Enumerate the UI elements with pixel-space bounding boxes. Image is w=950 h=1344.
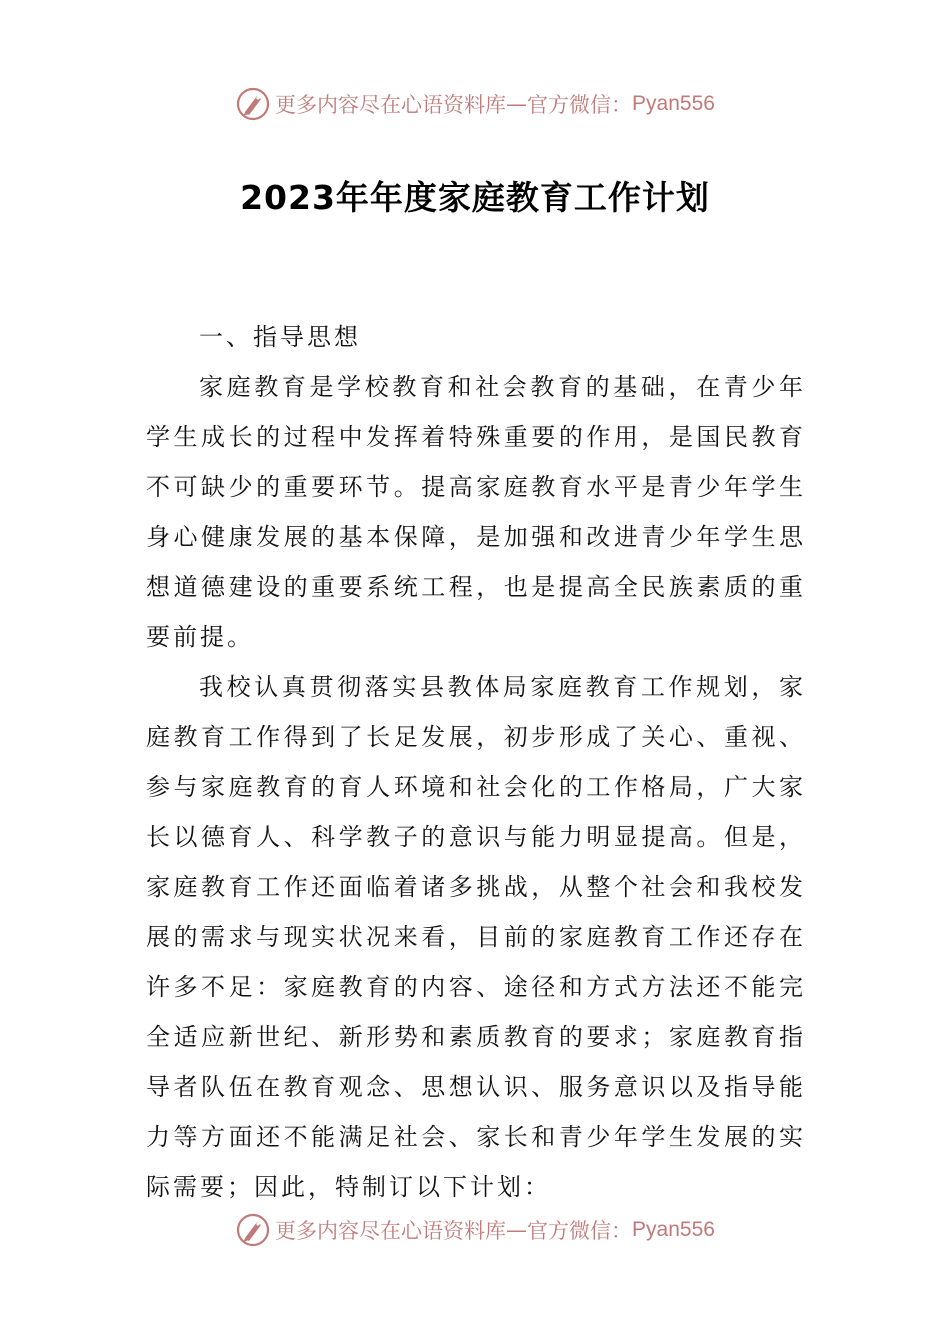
watermark-official-label: 官方微信：: [527, 1219, 633, 1243]
watermark-official-label: 官方微信：: [527, 93, 633, 117]
paragraph-1: 家庭教育是学校教育和社会教育的基础，在青少年学生成长的过程中发挥着特殊重要的作用，是国民教育不可缺少的重要环节。提高家庭教育水平是青少年学生身心健康发展的基本保障，是加强和改进青少年学生思想道德建设的重要系统工程，也是提高全民族素质的重要前提。: [146, 373, 806, 651]
document-body: [146, 312, 806, 1212]
pen-nib-seal-icon: [235, 86, 271, 122]
watermark-account: Pyan556: [632, 1218, 715, 1241]
watermark-separator: —: [506, 92, 528, 116]
watermark-footer: [0, 1210, 950, 1250]
section-heading: 一、指导思想: [199, 323, 361, 351]
pen-nib-seal-icon: [235, 1212, 271, 1248]
document-title: 2023年年度家庭教育工作计划: [240, 178, 710, 217]
watermark-account: Pyan556: [632, 92, 715, 115]
watermark-separator: —: [506, 1218, 528, 1242]
watermark-header: [0, 84, 950, 124]
watermark-main-text: 更多内容尽在心语资料库: [275, 1219, 507, 1243]
watermark-main-text: 更多内容尽在心语资料库: [275, 93, 507, 117]
paragraph-2: 我校认真贯彻落实县教体局家庭教育工作规划，家庭教育工作得到了长足发展，初步形成了关心、重视、参与家庭教育的育人环境和社会化的工作格局，广大家长以德育人、科学教子的意识与能力明显提高。但是，家庭教育工作还面临着诸多挑战，从整个社会和我校发展的需求与现实状况来看，目前的家庭教育工作还存在许多不足：家庭教育的内容、途径和方式方法还不能完全适应新世纪、新形势和素质教育的要求；家庭教育指导者队伍在教育观念、思想认识、服务意识以及指导能力等方面还不能满足社会、家长和青少年学生发展的实际需要；因此，特制订以下计划：: [146, 673, 806, 1201]
